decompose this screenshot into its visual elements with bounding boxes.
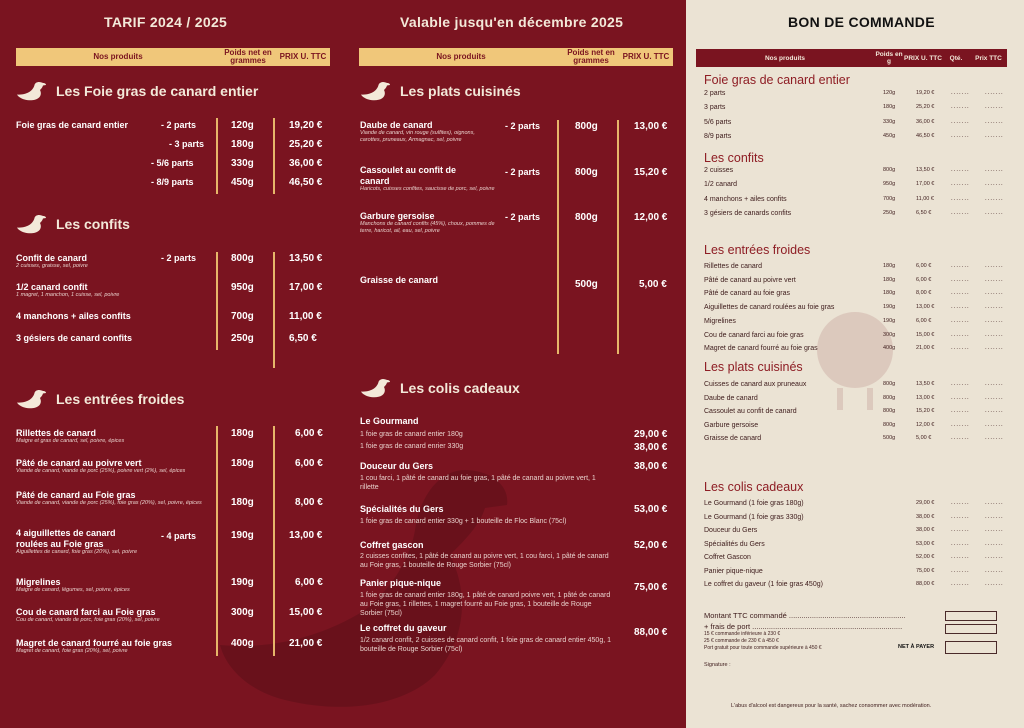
order-item-qty-field[interactable]: .......	[951, 527, 970, 533]
order-item-name: Cou de canard farci au foie gras	[704, 331, 804, 339]
order-item-total-field[interactable]: .......	[985, 181, 1004, 188]
section-title: Les Foie gras de canard entier	[56, 83, 259, 99]
order-item-total-field[interactable]: .......	[985, 345, 1004, 352]
product-name: Confit de canard	[16, 253, 88, 263]
order-item-total-field[interactable]: .......	[985, 554, 1004, 560]
shipping-rule: 25 € commande de 230 € à 450 €	[704, 638, 779, 644]
order-item-weight: 180g	[883, 263, 896, 269]
order-item-total-field[interactable]: .......	[985, 276, 1004, 283]
shipping-rule: Port gratuit pour toute commande supérieure à 450 €	[704, 645, 822, 651]
weight: 700g	[231, 311, 254, 322]
amount-field[interactable]	[945, 611, 997, 621]
order-item-total-field[interactable]: .......	[985, 421, 1004, 428]
order-section-title: Les plats cuisinés	[704, 360, 803, 374]
order-item-name: Douceur du Gers	[704, 527, 758, 534]
order-item-total-field[interactable]: .......	[985, 527, 1004, 533]
product-ingredients: Viande de canard, viande de porc (25%), foie gras (20%), sel, poivre, épices	[16, 500, 202, 506]
col-weight: Poids net en grammes	[224, 48, 272, 65]
divider	[617, 120, 619, 354]
order-item-price: 21,00 €	[916, 345, 935, 352]
validity-title: Valable jusqu'en décembre 2025	[400, 14, 624, 30]
section-confits	[16, 213, 130, 235]
order-item-name: Migrelines	[704, 317, 736, 325]
order-item-price: 38,00 €	[916, 527, 935, 533]
price: 36,00 €	[289, 158, 323, 169]
price: 88,00 €	[634, 627, 668, 638]
order-item-total-field[interactable]: .......	[985, 263, 1004, 269]
order-section-title: Foie gras de canard entier	[704, 73, 850, 87]
price: 38,00 €	[634, 461, 668, 472]
divider	[216, 426, 218, 656]
order-item-qty-field[interactable]: .......	[951, 513, 970, 520]
order-item-total-field[interactable]: .......	[985, 167, 1004, 173]
weight: 500g	[575, 279, 598, 290]
price: 75,00 €	[634, 582, 668, 593]
price: 5,00 €	[639, 279, 667, 290]
order-item-price: 5,00 €	[916, 435, 932, 441]
order-item-name: Pâté de canard au poivre vert	[704, 276, 796, 284]
product-name: Foie gras de canard entier	[16, 120, 129, 130]
amount-label: Montant TTC commandé ........................................................	[704, 611, 906, 620]
parts: - 2 parts	[505, 121, 541, 131]
price: 11,00 €	[289, 311, 322, 322]
price: 25,20 €	[289, 139, 323, 150]
order-item-qty-field[interactable]: .......	[951, 290, 970, 297]
gift-content: 1 foie gras de canard entier 180g, 1 pâté de canard poivre vert, 1 pâté de canard au Foie gras, 1 rillettes, 1 magret fourré au Foie gras, 1 bouteille de Rouge Sorbier (75cl)	[360, 592, 611, 617]
order-item-name: Coffret Gascon	[704, 554, 751, 561]
order-item-price: 13,00 €	[916, 304, 935, 311]
order-item-qty-field[interactable]: .......	[951, 195, 970, 202]
weight: 800g	[575, 212, 598, 223]
order-item-total-field[interactable]: .......	[985, 381, 1004, 387]
order-item-total-field[interactable]: .......	[985, 118, 1004, 125]
gift-name: Coffret gascon	[360, 540, 424, 550]
col-products: Nos produits	[764, 54, 806, 62]
order-item-price: 25,20 €	[916, 104, 935, 111]
col-qty: Qté.	[949, 54, 963, 62]
price: 21,00 €	[289, 638, 323, 649]
order-item-weight: 450g	[883, 132, 896, 139]
product-name: Migrelines	[16, 577, 61, 587]
order-item-price: 17,00 €	[916, 181, 935, 188]
col-products: Nos produits	[93, 52, 143, 61]
order-item-name: 1/2 canard	[704, 181, 738, 189]
order-section-title: Les colis cadeaux	[704, 480, 804, 494]
order-item-weight: 190g	[883, 317, 896, 324]
order-item-weight: 500g	[883, 435, 896, 441]
order-item-name: 3 gésiers de canards confits	[704, 209, 792, 217]
order-item-total-field[interactable]: .......	[985, 435, 1004, 441]
price: 13,00 €	[634, 121, 668, 132]
order-item-weight: 180g	[883, 276, 896, 283]
order-item-qty-field[interactable]: .......	[951, 276, 970, 283]
order-item-name: 4 manchons + ailes confits	[704, 195, 787, 203]
order-item-qty-field[interactable]: .......	[951, 304, 970, 311]
order-item-qty-field[interactable]: .......	[951, 181, 970, 188]
order-item-qty-field[interactable]: .......	[951, 435, 970, 441]
order-item-weight: 250g	[883, 209, 896, 216]
product-ingredients: Aiguillettes de canard, foie gras (20%), sel, poivre	[16, 549, 138, 555]
order-item-price: 52,00 €	[916, 554, 935, 560]
product-name: 4 aiguillettes de canard roulées au Foie gras	[16, 528, 116, 549]
order-item-price: 11,00 €	[916, 195, 934, 202]
price: 12,00 €	[634, 212, 668, 223]
col-products: Nos produits	[436, 52, 486, 61]
order-item-weight: 300g	[883, 331, 896, 338]
order-item-qty-field[interactable]: .......	[951, 408, 970, 414]
product-name: Magret de canard fourré au foie gras	[16, 638, 173, 648]
price: 38,00 €	[634, 442, 668, 453]
order-item-weight: 700g	[883, 195, 896, 202]
section-title: Les confits	[56, 216, 130, 232]
parts: - 2 parts	[161, 120, 197, 130]
price: 52,00 €	[634, 540, 668, 551]
order-item-weight: 400g	[883, 345, 896, 352]
order-item-price: 6,50 €	[916, 209, 932, 216]
order-item-weight: 800g	[883, 421, 896, 428]
parts: - 2 parts	[161, 253, 197, 263]
order-item-price: 46,50 €	[916, 132, 935, 139]
order-item-weight: 180g	[883, 290, 896, 297]
col-weight: Poids en g	[875, 51, 903, 65]
section-title: Les colis cadeaux	[400, 380, 520, 396]
order-item-weight: 800g	[883, 381, 896, 387]
product-name: Pâté de canard au poivre vert	[16, 458, 142, 468]
order-item-weight: 800g	[883, 167, 896, 173]
section-entrees	[16, 388, 184, 410]
order-item-price: 6,00 €	[916, 276, 932, 283]
order-item-price: 15,00 €	[916, 331, 935, 338]
col-price: PRIX U. TTC	[622, 52, 670, 61]
price: 13,00 €	[289, 530, 323, 541]
parts: - 2 parts	[505, 212, 541, 222]
tarif-title: TARIF 2024 / 2025	[104, 14, 228, 30]
order-item-price: 13,00 €	[916, 394, 935, 401]
product-name: Daube de canard	[360, 120, 433, 130]
order-item-qty-field[interactable]: .......	[951, 104, 970, 111]
order-item-qty-field[interactable]: .......	[951, 567, 970, 574]
product-name: Rillettes de canard	[16, 428, 97, 438]
gift-content: 1 foie gras de canard entier 180g	[360, 431, 463, 438]
duck-icon	[16, 388, 48, 410]
order-item-weight: 120g	[883, 90, 896, 96]
weight: 190g	[231, 577, 254, 588]
order-item-weight: 800g	[883, 394, 896, 401]
order-item-total-field[interactable]: .......	[985, 132, 1004, 139]
order-item-price: 38,00 €	[916, 513, 935, 520]
weight: 180g	[231, 428, 254, 439]
product-name: Garbure gersoise	[360, 211, 435, 221]
price: 6,00 €	[295, 428, 323, 439]
price: 13,50 €	[289, 253, 323, 264]
order-item-total-field[interactable]: .......	[985, 567, 1004, 574]
price: 17,00 €	[289, 282, 323, 293]
order-item-total-field[interactable]: .......	[985, 500, 1004, 506]
col-price: PRIX U. TTC	[904, 54, 942, 62]
order-item-weight: 190g	[883, 304, 896, 311]
order-table-header	[696, 49, 1007, 67]
order-item-qty-field[interactable]: .......	[951, 118, 970, 125]
shipping-label: + frais de port ........................................................................	[704, 622, 903, 631]
duck-icon	[16, 80, 48, 102]
weight: 300g	[231, 607, 254, 618]
gift-name: Douceur du Gers	[360, 461, 434, 471]
product-ingredients: 2 cuisses, graisse, sel, poivre	[16, 263, 88, 269]
weight: 330g	[231, 158, 254, 169]
order-item-name: 3 parts	[704, 104, 726, 112]
product-ingredients: Magret de canard, foie gras (20%), sel, poivre	[16, 648, 128, 654]
gift-content: 2 cuisses confites, 1 pâté de canard au poivre vert, 1 cou farci, 1 pâté de canard au Foie gras, 1 bouteille de Rouge Sorbier (75cl)	[360, 553, 609, 569]
order-item-price: 19,20 €	[916, 90, 935, 96]
order-item-qty-field[interactable]: .......	[951, 209, 970, 216]
net-to-pay-field[interactable]	[945, 641, 997, 654]
order-item-total-field[interactable]: .......	[985, 540, 1004, 547]
price: 6,00 €	[295, 458, 323, 469]
order-item-total-field[interactable]: .......	[985, 209, 1004, 216]
order-item-qty-field[interactable]: .......	[951, 581, 970, 587]
order-item-total-field[interactable]: .......	[985, 331, 1004, 338]
order-item-price: 13,50 €	[916, 167, 935, 173]
order-item-qty-field[interactable]: .......	[951, 421, 970, 428]
order-item-qty-field[interactable]: .......	[951, 132, 970, 139]
product-name: 3 gésiers de canard confits	[16, 333, 133, 343]
order-item-name: 8/9 parts	[704, 132, 732, 140]
order-item-price: 29,00 €	[916, 500, 935, 506]
order-item-total-field[interactable]: .......	[985, 513, 1004, 520]
price: 53,00 €	[634, 504, 668, 515]
price: 6,00 €	[295, 577, 323, 588]
order-item-price: 12,00 €	[916, 421, 935, 428]
gift-content: 1 foie gras de canard enrier 330g	[360, 443, 464, 450]
weight: 120g	[231, 120, 254, 131]
weight: 180g	[231, 139, 254, 150]
order-item-name: Cassoulet au confit de canard	[704, 408, 797, 415]
order-item-name: 5/6 parts	[704, 118, 732, 126]
order-item-total-field[interactable]: .......	[985, 581, 1004, 587]
order-item-total-field[interactable]: .......	[985, 104, 1004, 111]
order-item-total-field[interactable]: .......	[985, 394, 1004, 401]
weight: 950g	[231, 282, 254, 293]
order-section-title: Les entrées froides	[704, 243, 811, 257]
alcohol-warning: L'abus d'alcool est dangereux pour la santé, sachez consommer avec modération.	[731, 703, 932, 709]
col-total: Prix TTC	[975, 54, 1002, 62]
divider	[273, 426, 275, 656]
signature-label: Signature :	[704, 662, 731, 668]
parts: - 2 parts	[505, 167, 541, 177]
order-item-price: 75,00 €	[916, 567, 935, 574]
section-colis	[360, 377, 520, 399]
order-item-name: Magret de canard fourré au foie gras	[704, 345, 818, 353]
order-item-name: Pâté de canard au foie gras	[704, 290, 791, 298]
order-item-qty-field[interactable]: .......	[951, 263, 970, 269]
order-item-name: Rillettes de canard	[704, 263, 762, 270]
product-ingredients: Maigre et gras de canard, sel, poivre, épices	[16, 438, 125, 444]
order-item-price: 6,00 €	[916, 263, 932, 269]
order-item-name: Graisse de canard	[704, 435, 762, 442]
weight: 180g	[231, 497, 254, 508]
product-ingredients: Manchons de canard confits (45%), choux, pommes de terre, haricot, ail, eau, sel, poivre	[360, 221, 495, 234]
order-item-name: 2 parts	[704, 90, 726, 97]
weight: 190g	[231, 530, 254, 541]
table-header-left	[16, 48, 330, 66]
order-item-total-field[interactable]: .......	[985, 290, 1004, 297]
order-item-weight: 800g	[883, 408, 896, 414]
order-item-total-field[interactable]: .......	[985, 195, 1004, 202]
product-ingredients: 1 magret, 1 manchon, 1 cuisse, sel, poivre	[16, 292, 120, 298]
section-title: Les plats cuisinés	[400, 83, 521, 99]
product-name: 4 manchons + ailes confits	[16, 311, 131, 321]
product-name: 1/2 canard confit	[16, 282, 88, 292]
price: 15,00 €	[289, 607, 323, 618]
order-item-qty-field[interactable]: .......	[951, 540, 970, 547]
weight: 800g	[231, 253, 254, 264]
order-item-name: Panier pique-nique	[704, 567, 763, 575]
product-ingredients: Viande de canard, vin rouge (sulfites), oignons, carottes, pruneaux, Armagnac, sel, poivre	[360, 130, 475, 143]
price: 15,20 €	[634, 167, 668, 178]
order-item-price: 36,00 €	[916, 118, 935, 125]
order-item-total-field[interactable]: .......	[985, 90, 1004, 96]
col-weight: Poids net en grammes	[567, 48, 615, 65]
order-item-price: 15,20 €	[916, 408, 935, 414]
order-item-total-field[interactable]: .......	[985, 408, 1004, 414]
order-item-name: Le coffret du gaveur (1 foie gras 450g)	[704, 581, 823, 588]
section-title: Les entrées froides	[56, 391, 185, 407]
price: 19,20 €	[289, 120, 323, 131]
divider	[273, 118, 275, 194]
order-item-price: 13,50 €	[916, 381, 935, 387]
col-price: PRIX U. TTC	[279, 52, 327, 61]
order-item-qty-field[interactable]: .......	[951, 167, 970, 173]
order-item-qty-field[interactable]: .......	[951, 331, 970, 338]
gift-content: 1 foie gras de canard entier 330g + 1 bouteille de Floc Blanc (75cl)	[360, 518, 567, 525]
section-plats	[360, 80, 521, 102]
order-item-qty-field[interactable]: .......	[951, 345, 970, 352]
divider	[557, 120, 559, 354]
parts: - 4 parts	[161, 531, 197, 541]
order-item-price: 6,00 €	[916, 317, 932, 324]
order-item-name: Cuisses de canard aux pruneaux	[704, 381, 807, 388]
product-ingredients: Viande de canard, viande de porc (25%), poivre vert (2%), sel, épices	[16, 468, 186, 474]
order-item-qty-field[interactable]: .......	[951, 554, 970, 560]
product-ingredients: Haricots, cuisses confites, saucisse de porc, sel, poivre	[360, 186, 495, 192]
order-item-weight: 330g	[883, 118, 896, 125]
order-item-total-field[interactable]: .......	[985, 304, 1004, 311]
order-item-price: 53,00 €	[916, 540, 935, 547]
parts: - 3 parts	[169, 139, 205, 149]
order-form-title: BON DE COMMANDE	[788, 14, 935, 30]
order-item-qty-field[interactable]: .......	[951, 90, 970, 96]
gift-name: Le coffret du gaveur	[360, 623, 447, 633]
net-to-pay-label: NET À PAYER	[898, 644, 935, 650]
order-item-total-field[interactable]: .......	[985, 317, 1004, 324]
gift-name: Panier pique-nique	[360, 578, 442, 588]
shipping-rule: 15 € commande inférieure à 230 €	[704, 631, 781, 637]
price: 29,00 €	[634, 429, 668, 440]
product-name: Cassoulet au confit de canard	[360, 165, 457, 186]
table-header-middle	[359, 48, 673, 66]
order-item-name: Le Gourmand (1 foie gras 180g)	[704, 500, 804, 507]
order-item-weight: 180g	[883, 104, 896, 111]
section-foie-gras	[16, 80, 258, 102]
product-name: Pâté de canard au Foie gras	[16, 490, 136, 500]
shipping-field[interactable]	[945, 624, 997, 634]
product-ingredients: Maigre de canard, légumes, sel, poivre, épices	[16, 587, 130, 593]
price: 46,50 €	[289, 177, 323, 188]
product-name: Graisse de canard	[360, 275, 439, 285]
divider	[216, 252, 218, 350]
order-section-title: Les confits	[704, 151, 764, 165]
order-item-weight: 950g	[883, 181, 896, 188]
order-item-qty-field[interactable]: .......	[951, 381, 970, 387]
parts: - 8/9 parts	[151, 177, 194, 187]
order-item-name: Spécialités du Gers	[704, 540, 765, 548]
weight: 250g	[231, 333, 254, 344]
order-item-name: Le Gourmand (1 foie gras 330g)	[704, 513, 804, 521]
gift-name: Spécialités du Gers	[360, 504, 444, 514]
duck-icon	[360, 377, 392, 399]
order-item-price: 88,00 €	[916, 581, 935, 587]
gift-content: 1/2 canard confit, 2 cuisses de canard confit, 1 foie gras de canard entier 450g, 1 bouteille de Rouge Sorbier (75cl)	[360, 637, 611, 653]
divider	[273, 252, 275, 368]
order-item-price: 8,00 €	[916, 290, 932, 297]
order-item-name: Aiguillettes de canard roulées au foie gras	[704, 304, 835, 312]
order-item-qty-field[interactable]: .......	[951, 394, 970, 401]
parts: - 5/6 parts	[151, 158, 194, 168]
divider	[216, 118, 218, 194]
order-item-qty-field[interactable]: .......	[951, 317, 970, 324]
gift-content: 1 cou farci, 1 pâté de canard au foie gras, 1 pâté de canard au poivre vert, 1 rillette	[360, 475, 596, 491]
price: 6,50 €	[289, 333, 317, 344]
order-item-name: Garbure gersoise	[704, 421, 759, 429]
order-item-qty-field[interactable]: .......	[951, 500, 970, 506]
weight: 450g	[231, 177, 254, 188]
weight: 400g	[231, 638, 254, 649]
weight: 800g	[575, 121, 598, 132]
price: 8,00 €	[295, 497, 323, 508]
product-name: Cou de canard farci au Foie gras	[16, 607, 156, 617]
gift-name: Le Gourmand	[360, 416, 419, 426]
weight: 800g	[575, 167, 598, 178]
product-ingredients: Cou de canard, viande de porc, foie gras (20%), sel, poivre	[16, 617, 160, 623]
order-item-name: 2 cuisses	[704, 167, 734, 174]
order-item-name: Daube de canard	[704, 394, 758, 402]
duck-icon	[360, 80, 392, 102]
duck-icon	[16, 213, 48, 235]
weight: 180g	[231, 458, 254, 469]
